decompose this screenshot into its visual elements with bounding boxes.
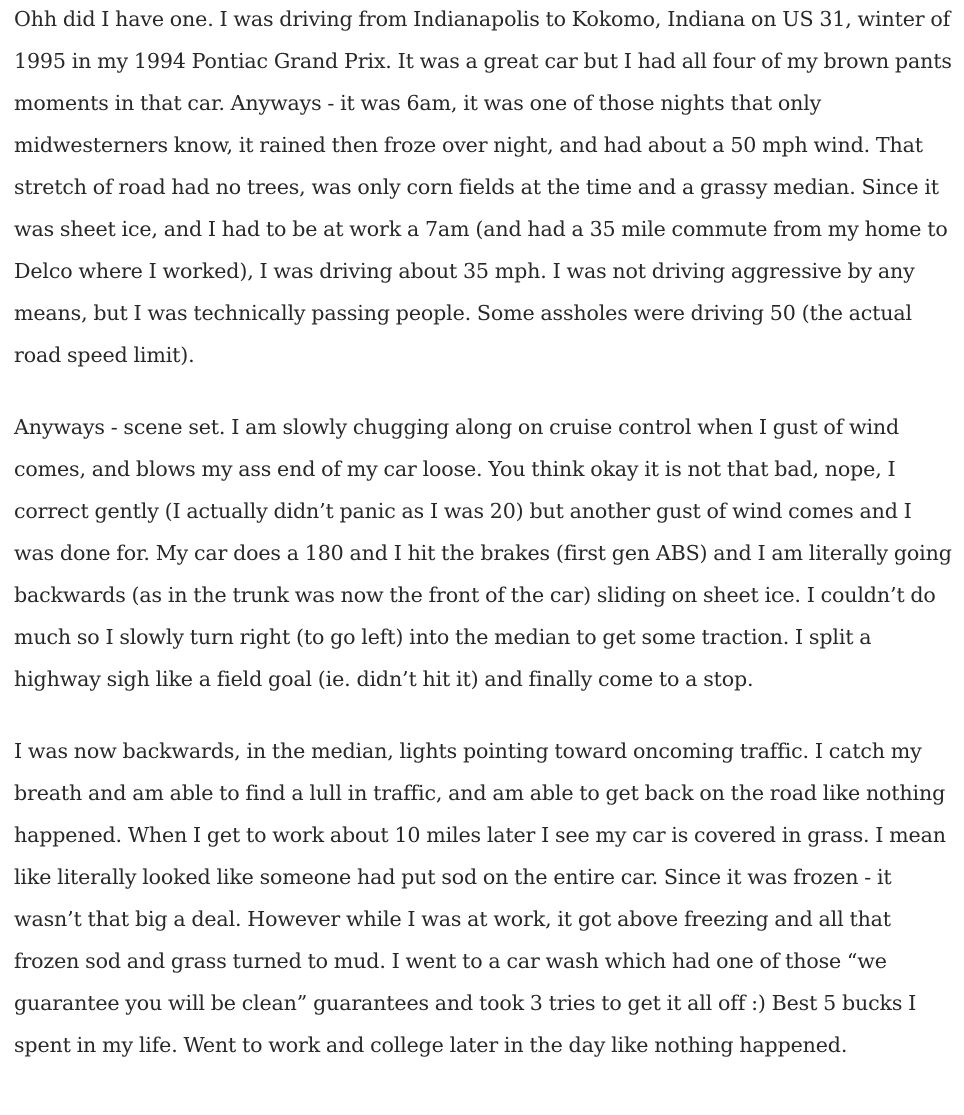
paragraph-2: Anyways - scene set. I am slowly chugging along on cruise control when I gust of wind comes, and blows my ass end of my car loose. You think okay it is not that bad, nope, I correct gently (I actually didn’t panic as I was 20) but another gust of wind comes and I was done for. My car does a 180 and I hit the brakes (first gen ABS) and I am literally going backwards (as in the trunk was now the front of the car) sliding on sheet ice. I couldn’t do much so I slowly turn right (to go left) into the median to get some traction. I split a highway sigh like a field goal (ie. didn’t hit it) and finally come to a stop. bbox=[14, 415, 952, 691]
paragraph-1: Ohh did I have one. I was driving from Indianapolis to Kokomo, Indiana on US 31, winter of 1995 in my 1994 Pontiac Grand Prix. It was a great car but I had all four of my brown pants moments in that car. Anyways - it was 6am, it was one of those nights that only midwesterners know, it rained then froze over night, and had about a 50 mph wind. That stretch of road had no trees, was only corn fields at the time and a grassy median. Since it was sheet ice, and I had to be at work a 7am (and had a 35 mile commute from my home to Delco where I worked), I was driving about 35 mph. I was not driving aggressive by any means, but I was technically passing people. Some assholes were driving 50 (the actual road speed limit). bbox=[14, 7, 952, 367]
paragraph-3: I was now backwards, in the median, lights pointing toward oncoming traffic. I catch my breath and am able to find a lull in traffic, and am able to get back on the road like nothing happened. When I get to work about 10 miles later I see my car is covered in grass. I mean like literally looked like someone had put sod on the entire car. Since it was frozen - it wasn’t that big a deal. However while I was at work, it got above freezing and all that frozen sod and grass turned to mud. I went to a car wash which had one of those “we guarantee you will be clean” guarantees and took 3 tries to get it all off :) Best 5 bucks I spent in my life. Went to work and college later in the day like nothing happened. bbox=[14, 739, 946, 1057]
